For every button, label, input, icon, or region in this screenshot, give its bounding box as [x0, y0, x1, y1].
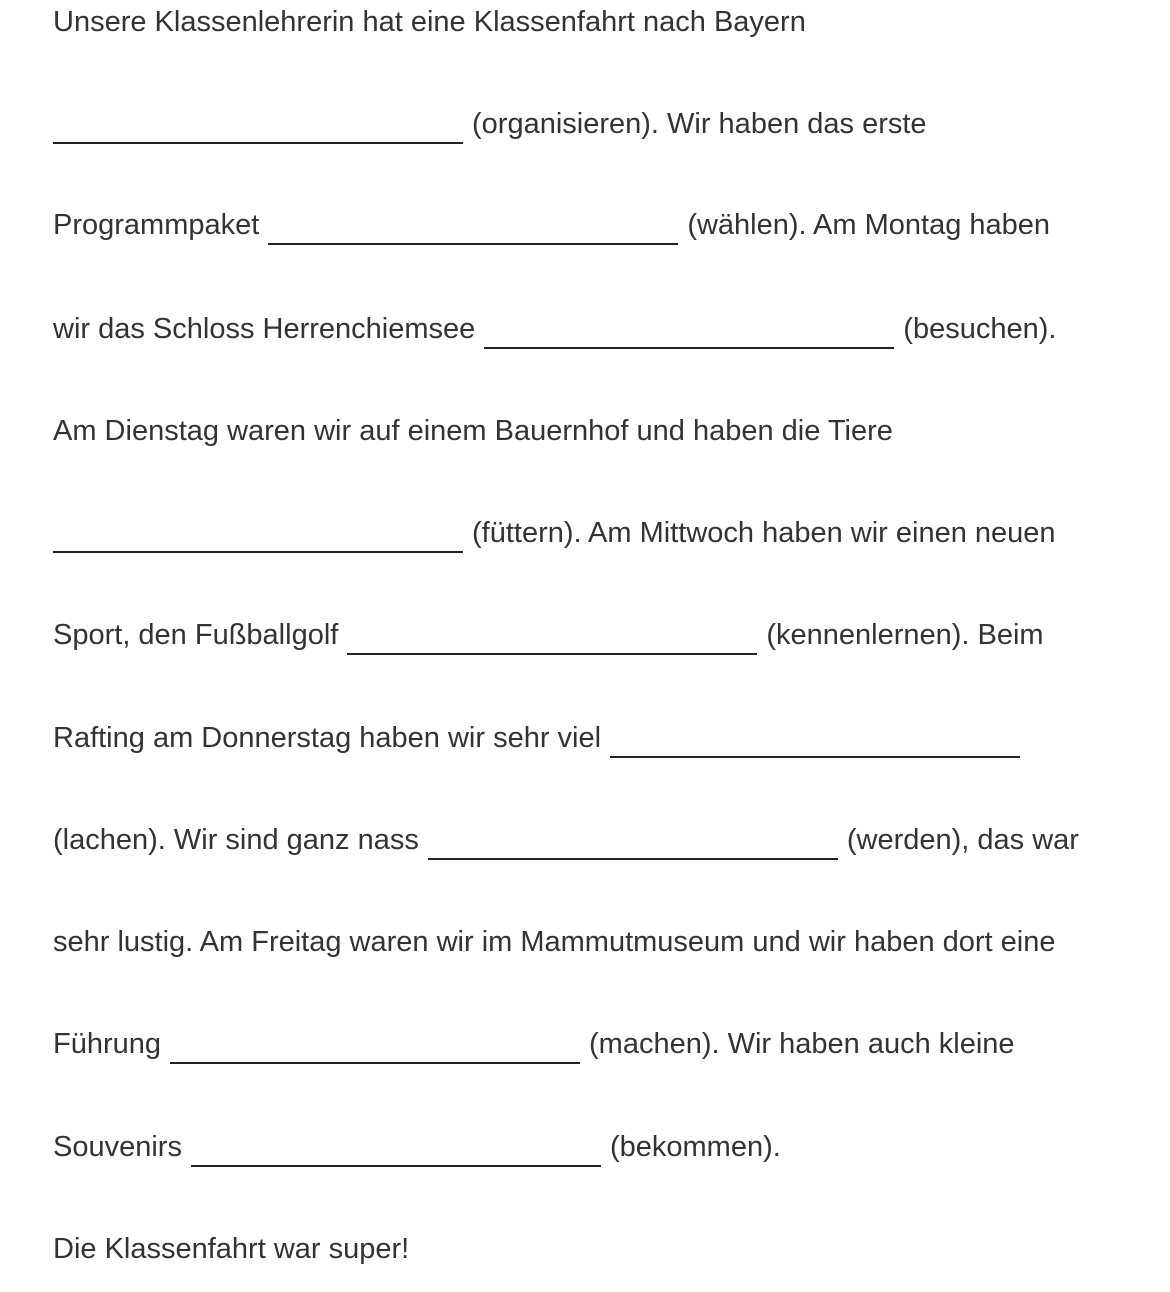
- exercise-text: (werden), das war: [846, 824, 1079, 856]
- exercise-text: (organisieren). Wir haben das erste: [472, 108, 927, 140]
- exercise-line: [53, 309, 1056, 349]
- answer-blank[interactable]: [428, 832, 838, 860]
- exercise-text: (lachen). Wir sind ganz nass: [53, 824, 419, 856]
- exercise-line: [53, 820, 1079, 860]
- exercise-line: [53, 922, 1056, 962]
- answer-blank[interactable]: [347, 627, 757, 655]
- answer-blank[interactable]: [53, 116, 463, 144]
- exercise-text: (kennenlernen). Beim: [766, 619, 1044, 651]
- exercise-text: (bekommen).: [609, 1131, 781, 1163]
- answer-blank[interactable]: [268, 217, 678, 245]
- exercise-text: Unsere Klassenlehrerin hat eine Klassenfahrt nach Bayern: [53, 6, 806, 38]
- answer-blank[interactable]: [170, 1036, 580, 1064]
- exercise-line: [53, 1024, 1015, 1064]
- exercise-line: [53, 1127, 781, 1167]
- exercise-line: [53, 718, 1029, 758]
- exercise-line: [53, 411, 893, 451]
- answer-blank[interactable]: [610, 730, 1020, 758]
- exercise-line: [53, 205, 1050, 245]
- exercise-text: (wählen). Am Montag haben: [687, 209, 1051, 241]
- exercise-text: Souvenirs: [53, 1131, 182, 1163]
- exercise-line: [53, 615, 1044, 655]
- answer-blank[interactable]: [191, 1139, 601, 1167]
- exercise-text: (machen). Wir haben auch kleine: [589, 1028, 1015, 1060]
- exercise-text: (besuchen).: [903, 313, 1057, 345]
- exercise-line: [53, 2, 806, 42]
- exercise-text: Programmpaket: [53, 209, 260, 241]
- exercise-text: Sport, den Fußballgolf: [53, 619, 339, 651]
- answer-blank[interactable]: [484, 321, 894, 349]
- exercise-text: Rafting am Donnerstag haben wir sehr viel: [53, 722, 602, 754]
- exercise-text: Führung: [53, 1028, 162, 1060]
- exercise-text: Die Klassenfahrt war super!: [53, 1233, 410, 1265]
- answer-blank[interactable]: [53, 525, 463, 553]
- exercise-text: wir das Schloss Herrenchiemsee: [53, 313, 476, 345]
- exercise-text: (füttern). Am Mittwoch haben wir einen neuen: [472, 517, 1056, 549]
- exercise-text: sehr lustig. Am Freitag waren wir im Mammutmuseum und wir haben dort eine: [53, 926, 1056, 958]
- exercise-line: [53, 1229, 409, 1269]
- exercise-line: [53, 104, 927, 144]
- exercise-text: Am Dienstag waren wir auf einem Bauernhof und haben die Tiere: [53, 415, 893, 447]
- exercise-line: [53, 513, 1056, 553]
